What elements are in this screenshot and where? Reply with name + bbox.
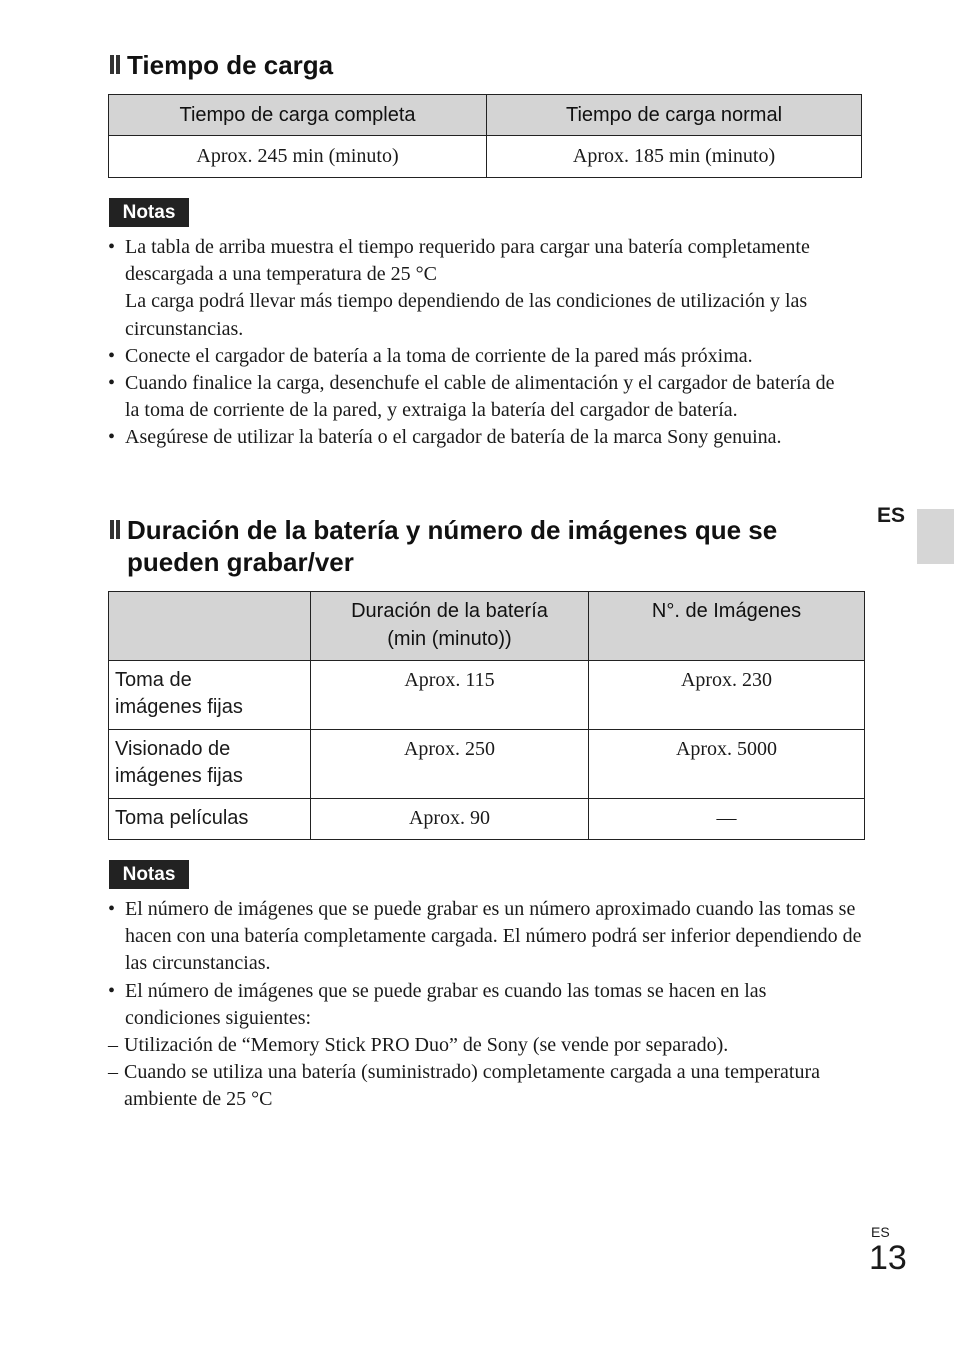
section-title: Duración de la batería y número de imágenes que se [127,515,778,545]
note-text: El número de imágenes que se puede grabar es cuando las tomas se hacen en las condiciones siguientes: [125,979,767,1029]
table-cell: — [589,799,865,840]
note-text: La carga podrá llevar más tiempo dependiendo de las condiciones de utilización y las circunstancias. [125,290,808,340]
list-item: • Asegúrese de utilizar la batería o el cargador de batería de la marca Sony genuina. [108,424,864,451]
footer-language: ES [871,1224,890,1240]
column-header [109,592,311,661]
table-cell: Aprox. 90 [311,799,589,840]
table-cell: Aprox. 230 [589,661,865,730]
row-label: Visionado de imágenes fijas [109,730,311,799]
row-label: Toma de imágenes fijas [109,661,311,730]
notes-label: Notas [109,198,189,227]
table-row [109,799,865,840]
sub-list-item: – Utilización de “Memory Stick PRO Duo” de Sony (se vende por separado). [108,1034,729,1057]
section-title: pueden grabar/ver [127,547,354,577]
table-header-row [109,95,862,136]
section-heading-charging-time [108,49,333,81]
table-row [109,136,862,178]
heading-marker-icon [110,55,120,74]
page-number: 13 [869,1239,907,1277]
column-header: Tiempo de carga completa [109,95,487,136]
column-header: Tiempo de carga normal [487,95,862,136]
table-header-row [109,592,865,661]
notes-list [108,896,864,1114]
language-tab-marker [917,509,954,564]
notes-label: Notas [109,860,189,889]
sub-note-text: Utilización de “Memory Stick PRO Duo” de Sony (se vende por separado). [124,1034,729,1057]
list-item: • El número de imágenes que se puede grabar es un número aproximado cuando las tomas se hacen con una batería completamente cargada. El número podrá ser inferior dependiendo de las circunstancias. [108,896,864,978]
table-cell: Aprox. 250 [311,730,589,799]
section-title: Tiempo de carga [127,50,334,80]
language-tab-label: ES [877,504,906,527]
charging-time-table [108,94,862,178]
table-cell: Aprox. 185 min (minuto) [487,136,862,178]
table-cell: Aprox. 115 [311,661,589,730]
column-header: Duración de la batería (min (minuto)) [311,592,589,661]
list-item: • Conecte el cargador de batería a la toma de corriente de la pared más próxima. [108,343,864,370]
row-label: Toma películas [109,799,311,840]
sub-note-text: Cuando se utiliza una batería (suministrado) completamente cargada a una temperatura ambiente de 25 °C [124,1061,821,1111]
heading-marker-icon [110,520,120,539]
column-header: N°. de Imágenes [589,592,865,661]
list-item [108,978,864,1114]
note-text: La tabla de arriba muestra el tiempo requerido para cargar una batería completamente descargada a una temperatura de 25 °C [125,236,810,286]
table-cell: Aprox. 5000 [589,730,865,799]
table-cell: Aprox. 245 min (minuto) [109,136,487,178]
section-heading-battery-life [108,514,777,578]
list-item: • Cuando finalice la carga, desenchufe el cable de alimentación y el cargador de batería de la toma de corriente de la pared, y extraiga la batería del cargador de batería. [108,370,864,424]
list-item [108,234,864,343]
table-row [109,661,865,730]
notes-list [108,234,864,452]
sub-list-item: – Cuando se utiliza una batería (suministrado) completamente cargada a una temperatura ambiente de 25 °C [108,1061,821,1111]
battery-life-table [108,591,865,840]
table-row [109,730,865,799]
